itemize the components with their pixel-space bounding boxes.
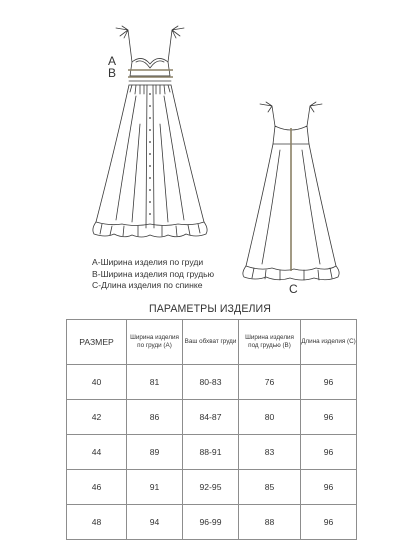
cell-underbust-width: 88	[239, 505, 301, 540]
cell-size: 40	[67, 365, 127, 400]
cell-underbust-width: 85	[239, 470, 301, 505]
header-underbust-width: Ширина изделия под грудью (В)	[239, 320, 301, 365]
cell-underbust-width: 83	[239, 435, 301, 470]
cell-bust-width: 81	[127, 365, 183, 400]
cell-size: 42	[67, 400, 127, 435]
cell-your-bust: 88-91	[183, 435, 239, 470]
cell-underbust-width: 80	[239, 400, 301, 435]
cell-size: 44	[67, 435, 127, 470]
table-row	[67, 435, 357, 470]
legend-c: C-Длина изделия по спинке	[92, 280, 203, 291]
cell-your-bust: 84-87	[183, 400, 239, 435]
table-row	[67, 505, 357, 540]
cell-length: 96	[301, 365, 357, 400]
cell-length: 96	[301, 505, 357, 540]
cell-bust-width: 91	[127, 470, 183, 505]
table-header-row	[67, 320, 357, 365]
table-row	[67, 470, 357, 505]
cell-length: 96	[301, 400, 357, 435]
cell-your-bust: 80-83	[183, 365, 239, 400]
dress-front-sketch	[80, 24, 220, 249]
table-row	[67, 365, 357, 400]
dress-back-sketch	[232, 98, 352, 283]
header-size: РАЗМЕР	[67, 320, 127, 365]
table-row	[67, 400, 357, 435]
cell-size: 48	[67, 505, 127, 540]
size-table	[66, 319, 357, 540]
cell-your-bust: 96-99	[183, 505, 239, 540]
legend-b: B-Ширина изделия под грудью	[92, 268, 215, 279]
label-b: B	[108, 66, 117, 80]
cell-bust-width: 94	[127, 505, 183, 540]
legend-a: A-Ширина изделия по груди	[92, 257, 204, 267]
cell-underbust-width: 76	[239, 365, 301, 400]
cell-your-bust: 92-95	[183, 470, 239, 505]
cell-length: 96	[301, 435, 357, 470]
header-length: Длина изделия (С)	[301, 320, 357, 365]
header-your-bust: Ваш обхват груди	[183, 320, 239, 365]
measurement-legend	[92, 257, 214, 292]
cell-size: 46	[67, 470, 127, 505]
cell-length: 96	[301, 470, 357, 505]
table-title: ПАРАМЕТРЫ ИЗДЕЛИЯ	[148, 303, 272, 315]
cell-bust-width: 86	[127, 400, 183, 435]
header-bust-width: Ширина изделия по груди (А)	[127, 320, 183, 365]
cell-bust-width: 89	[127, 435, 183, 470]
label-c: C	[289, 282, 298, 296]
label-a: A	[108, 54, 117, 68]
